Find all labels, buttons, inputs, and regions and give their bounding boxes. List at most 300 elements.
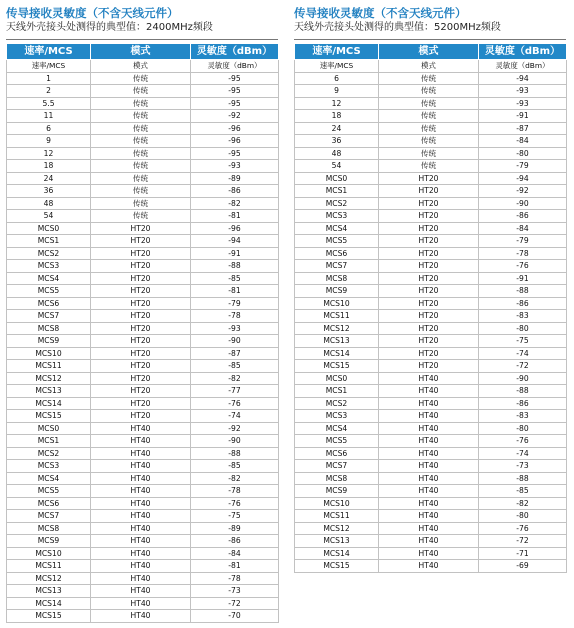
cell-rate: MCS0 — [7, 422, 91, 435]
cell-mode: 传统 — [379, 147, 479, 160]
table-row — [295, 535, 567, 548]
table-row — [295, 72, 567, 85]
table-row — [295, 410, 567, 423]
cell-sensitivity: -74 — [479, 447, 567, 460]
cell-sensitivity: -84 — [191, 547, 279, 560]
cell-rate: 36 — [7, 185, 91, 198]
cell-mode: HT40 — [379, 485, 479, 498]
cell-rate: 54 — [7, 210, 91, 223]
table-row — [295, 472, 567, 485]
cell-rate: MCS11 — [295, 310, 379, 323]
cell-rate: MCS0 — [295, 372, 379, 385]
cell-sensitivity: -81 — [191, 285, 279, 298]
cell-sensitivity: -96 — [191, 135, 279, 148]
cell-mode: 传统 — [379, 97, 479, 110]
subheader-row — [7, 60, 279, 73]
cell-sensitivity: -88 — [479, 472, 567, 485]
cell-sensitivity: -88 — [191, 260, 279, 273]
cell-mode: 传统 — [91, 135, 191, 148]
cell-mode: HT20 — [91, 310, 191, 323]
cell-sensitivity: -89 — [191, 172, 279, 185]
cell-sensitivity: -76 — [479, 435, 567, 448]
cell-mode: 传统 — [91, 160, 191, 173]
cell-sensitivity: -81 — [191, 210, 279, 223]
cell-mode: HT40 — [379, 497, 479, 510]
cell-mode: HT20 — [91, 347, 191, 360]
cell-sensitivity: -70 — [191, 610, 279, 623]
cell-mode: HT20 — [379, 297, 479, 310]
cell-mode: HT40 — [91, 485, 191, 498]
cell-sensitivity: -75 — [191, 510, 279, 523]
cell-mode: HT20 — [91, 272, 191, 285]
table-row — [7, 110, 279, 123]
table-row — [7, 160, 279, 173]
cell-mode: 传统 — [91, 122, 191, 135]
cell-mode: HT20 — [379, 235, 479, 248]
cell-sensitivity: -73 — [479, 460, 567, 473]
cell-mode: 传统 — [91, 197, 191, 210]
cell-rate: MCS4 — [7, 472, 91, 485]
cell-rate: MCS8 — [295, 272, 379, 285]
cell-sensitivity: -75 — [479, 335, 567, 348]
table-row — [295, 247, 567, 260]
table-row — [7, 260, 279, 273]
cell-rate: MCS3 — [7, 260, 91, 273]
cell-mode: HT40 — [379, 472, 479, 485]
cell-mode: HT20 — [91, 222, 191, 235]
table-row — [295, 222, 567, 235]
sensitivity-table-5200 — [294, 43, 567, 573]
cell-rate: MCS8 — [7, 522, 91, 535]
cell-sensitivity: -90 — [479, 197, 567, 210]
cell-sensitivity: -80 — [479, 322, 567, 335]
table-row — [295, 547, 567, 560]
cell-rate: MCS15 — [7, 610, 91, 623]
cell-rate: MCS13 — [295, 535, 379, 548]
table-row — [7, 560, 279, 573]
cell-sensitivity: -82 — [479, 497, 567, 510]
cell-sensitivity: -93 — [479, 85, 567, 98]
cell-sensitivity: -94 — [479, 172, 567, 185]
cell-mode: HT40 — [91, 510, 191, 523]
cell-rate: MCS11 — [7, 560, 91, 573]
cell-rate: MCS12 — [7, 372, 91, 385]
cell-rate: MCS12 — [295, 522, 379, 535]
table-row — [7, 572, 279, 585]
cell-sensitivity: -71 — [479, 547, 567, 560]
table-row — [7, 122, 279, 135]
cell-rate: MCS8 — [7, 322, 91, 335]
cell-mode: HT20 — [379, 335, 479, 348]
cell-rate: 11 — [7, 110, 91, 123]
cell-mode: HT40 — [379, 535, 479, 548]
table-row — [295, 160, 567, 173]
cell-sensitivity: -86 — [479, 210, 567, 223]
table-row — [295, 422, 567, 435]
subheader-sensitivity: 灵敏度（dBm） — [479, 60, 567, 73]
cell-sensitivity: -80 — [479, 422, 567, 435]
table-row — [7, 172, 279, 185]
cell-rate: 18 — [295, 110, 379, 123]
subheader-mode: 模式 — [379, 60, 479, 73]
table-row — [7, 447, 279, 460]
cell-mode: HT20 — [91, 410, 191, 423]
table-row — [7, 497, 279, 510]
cell-mode: HT20 — [91, 260, 191, 273]
table-row — [7, 97, 279, 110]
cell-sensitivity: -92 — [191, 110, 279, 123]
cell-rate: MCS9 — [7, 535, 91, 548]
cell-sensitivity: -76 — [479, 260, 567, 273]
table-row — [295, 335, 567, 348]
table-row — [295, 122, 567, 135]
table-row — [295, 510, 567, 523]
cell-sensitivity: -87 — [191, 347, 279, 360]
cell-mode: HT40 — [91, 597, 191, 610]
cell-mode: HT40 — [379, 435, 479, 448]
cell-mode: 传统 — [379, 160, 479, 173]
cell-sensitivity: -77 — [191, 385, 279, 398]
cell-mode: HT20 — [91, 372, 191, 385]
panel-subtitle: 天线外壳接头处测得的典型值：2400MHz频段 — [6, 22, 213, 33]
cell-rate: 18 — [7, 160, 91, 173]
table-row — [7, 85, 279, 98]
cell-sensitivity: -82 — [191, 197, 279, 210]
cell-rate: MCS5 — [295, 435, 379, 448]
panel-subtitle: 天线外壳接头处测得的典型值：5200MHz频段 — [294, 22, 501, 33]
table-row — [295, 297, 567, 310]
cell-sensitivity: -80 — [479, 510, 567, 523]
header-mode: 模式 — [91, 44, 191, 60]
cell-mode: HT20 — [91, 397, 191, 410]
cell-rate: MCS1 — [295, 185, 379, 198]
cell-rate: MCS10 — [295, 497, 379, 510]
cell-mode: HT20 — [379, 310, 479, 323]
cell-mode: 传统 — [91, 147, 191, 160]
cell-rate: 6 — [7, 122, 91, 135]
cell-mode: HT20 — [91, 360, 191, 373]
cell-sensitivity: -78 — [191, 485, 279, 498]
cell-rate: MCS10 — [7, 347, 91, 360]
table-row — [295, 497, 567, 510]
cell-rate: MCS14 — [295, 547, 379, 560]
cell-sensitivity: -85 — [191, 272, 279, 285]
cell-mode: HT20 — [379, 210, 479, 223]
cell-sensitivity: -72 — [479, 360, 567, 373]
header-rate: 速率/MCS — [7, 44, 91, 60]
cell-rate: MCS13 — [295, 335, 379, 348]
cell-sensitivity: -83 — [479, 310, 567, 323]
table-row — [7, 597, 279, 610]
cell-sensitivity: -76 — [191, 397, 279, 410]
cell-mode: HT40 — [379, 460, 479, 473]
subheader-rate: 速率/MCS — [295, 60, 379, 73]
cell-mode: HT40 — [91, 535, 191, 548]
cell-sensitivity: -94 — [191, 235, 279, 248]
table-row — [7, 222, 279, 235]
cell-mode: HT20 — [91, 247, 191, 260]
cell-mode: HT40 — [379, 397, 479, 410]
cell-sensitivity: -92 — [479, 185, 567, 198]
cell-sensitivity: -79 — [479, 235, 567, 248]
cell-sensitivity: -95 — [191, 97, 279, 110]
cell-mode: HT20 — [91, 297, 191, 310]
table-row — [7, 485, 279, 498]
table-row — [295, 447, 567, 460]
cell-sensitivity: -76 — [191, 497, 279, 510]
cell-sensitivity: -79 — [191, 297, 279, 310]
table-row — [295, 97, 567, 110]
cell-sensitivity: -88 — [479, 385, 567, 398]
cell-rate: MCS0 — [7, 222, 91, 235]
table-row — [7, 310, 279, 323]
table-row — [7, 422, 279, 435]
table-row — [295, 360, 567, 373]
table-row — [295, 85, 567, 98]
cell-mode: HT20 — [379, 347, 479, 360]
cell-sensitivity: -96 — [191, 122, 279, 135]
cell-sensitivity: -86 — [191, 535, 279, 548]
cell-rate: MCS7 — [7, 510, 91, 523]
table-row — [295, 235, 567, 248]
table-row — [7, 610, 279, 623]
panel-title: 传导接收灵敏度（不含天线元件） — [294, 6, 467, 20]
cell-sensitivity: -91 — [191, 247, 279, 260]
cell-sensitivity: -95 — [191, 147, 279, 160]
divider — [6, 39, 278, 40]
table-row — [295, 322, 567, 335]
cell-sensitivity: -74 — [191, 410, 279, 423]
cell-rate: MCS4 — [295, 422, 379, 435]
table-row — [295, 110, 567, 123]
cell-sensitivity: -83 — [479, 410, 567, 423]
cell-rate: MCS14 — [7, 397, 91, 410]
cell-mode: HT20 — [91, 335, 191, 348]
cell-rate: MCS6 — [295, 447, 379, 460]
cell-sensitivity: -82 — [191, 472, 279, 485]
cell-mode: 传统 — [91, 210, 191, 223]
cell-sensitivity: -92 — [191, 422, 279, 435]
cell-rate: MCS15 — [7, 410, 91, 423]
cell-sensitivity: -72 — [479, 535, 567, 548]
cell-mode: HT20 — [91, 322, 191, 335]
table-row — [295, 185, 567, 198]
cell-rate: MCS14 — [295, 347, 379, 360]
header-sensitivity: 灵敏度（dBm） — [479, 44, 567, 60]
cell-rate: MCS2 — [7, 447, 91, 460]
cell-mode: HT40 — [379, 372, 479, 385]
cell-sensitivity: -69 — [479, 560, 567, 573]
cell-sensitivity: -88 — [479, 285, 567, 298]
table-row — [295, 285, 567, 298]
cell-rate: MCS7 — [7, 310, 91, 323]
table-row — [7, 285, 279, 298]
table-row — [295, 310, 567, 323]
cell-rate: MCS1 — [7, 435, 91, 448]
cell-mode: HT40 — [91, 610, 191, 623]
cell-rate: MCS5 — [7, 285, 91, 298]
divider — [294, 39, 566, 40]
table-row — [7, 535, 279, 548]
table-row — [295, 210, 567, 223]
cell-mode: HT40 — [91, 472, 191, 485]
cell-mode: HT40 — [91, 560, 191, 573]
cell-rate: MCS3 — [7, 460, 91, 473]
cell-mode: HT20 — [379, 260, 479, 273]
cell-mode: HT40 — [91, 460, 191, 473]
cell-rate: MCS7 — [295, 260, 379, 273]
cell-mode: 传统 — [379, 72, 479, 85]
subheader-row — [295, 60, 567, 73]
cell-rate: MCS2 — [295, 397, 379, 410]
table-row — [7, 197, 279, 210]
table-row — [295, 522, 567, 535]
cell-sensitivity: -93 — [191, 160, 279, 173]
cell-sensitivity: -86 — [479, 297, 567, 310]
cell-mode: HT20 — [379, 322, 479, 335]
cell-rate: 9 — [7, 135, 91, 148]
cell-sensitivity: -78 — [479, 247, 567, 260]
table-row — [7, 360, 279, 373]
table-row — [295, 260, 567, 273]
table-row — [7, 72, 279, 85]
sensitivity-panel-2400 — [6, 6, 278, 623]
table-row — [295, 147, 567, 160]
sensitivity-panel-5200 — [294, 6, 566, 573]
cell-sensitivity: -95 — [191, 85, 279, 98]
cell-mode: 传统 — [379, 85, 479, 98]
table-row — [7, 247, 279, 260]
table-row — [7, 335, 279, 348]
cell-mode: 传统 — [91, 110, 191, 123]
table-row — [7, 522, 279, 535]
cell-rate: MCS14 — [7, 597, 91, 610]
table-row — [7, 460, 279, 473]
table-row — [7, 547, 279, 560]
cell-rate: MCS1 — [295, 385, 379, 398]
cell-mode: 传统 — [379, 110, 479, 123]
cell-rate: MCS6 — [295, 247, 379, 260]
cell-sensitivity: -73 — [191, 585, 279, 598]
cell-sensitivity: -90 — [479, 372, 567, 385]
cell-rate: MCS4 — [7, 272, 91, 285]
cell-rate: MCS2 — [295, 197, 379, 210]
table-row — [295, 485, 567, 498]
cell-rate: 5.5 — [7, 97, 91, 110]
cell-mode: HT20 — [379, 197, 479, 210]
header-row — [7, 44, 279, 60]
cell-mode: HT20 — [379, 247, 479, 260]
cell-rate: 2 — [7, 85, 91, 98]
cell-rate: MCS12 — [295, 322, 379, 335]
cell-rate: 12 — [7, 147, 91, 160]
cell-sensitivity: -74 — [479, 347, 567, 360]
table-row — [7, 510, 279, 523]
cell-rate: MCS3 — [295, 410, 379, 423]
cell-mode: 传统 — [91, 72, 191, 85]
cell-sensitivity: -94 — [479, 72, 567, 85]
header-rate: 速率/MCS — [295, 44, 379, 60]
cell-mode: HT40 — [379, 510, 479, 523]
cell-mode: HT40 — [91, 522, 191, 535]
table-row — [7, 372, 279, 385]
cell-mode: HT20 — [379, 172, 479, 185]
table-row — [295, 197, 567, 210]
cell-mode: HT40 — [91, 497, 191, 510]
cell-mode: HT20 — [379, 272, 479, 285]
cell-rate: MCS4 — [295, 222, 379, 235]
cell-rate: MCS9 — [295, 485, 379, 498]
cell-sensitivity: -78 — [191, 310, 279, 323]
cell-rate: 12 — [295, 97, 379, 110]
cell-mode: HT40 — [379, 547, 479, 560]
table-row — [7, 397, 279, 410]
table-row — [7, 297, 279, 310]
table-row — [295, 397, 567, 410]
cell-sensitivity: -96 — [191, 222, 279, 235]
cell-sensitivity: -90 — [191, 335, 279, 348]
cell-mode: HT20 — [91, 285, 191, 298]
cell-sensitivity: -89 — [191, 522, 279, 535]
cell-rate: MCS9 — [7, 335, 91, 348]
cell-mode: 传统 — [91, 85, 191, 98]
header-row — [295, 44, 567, 60]
cell-sensitivity: -93 — [191, 322, 279, 335]
cell-rate: MCS11 — [295, 510, 379, 523]
cell-mode: HT20 — [379, 360, 479, 373]
cell-rate: MCS6 — [7, 497, 91, 510]
cell-mode: 传统 — [379, 122, 479, 135]
cell-sensitivity: -87 — [479, 122, 567, 135]
table-row — [7, 235, 279, 248]
cell-mode: HT40 — [91, 422, 191, 435]
cell-sensitivity: -78 — [191, 572, 279, 585]
cell-mode: HT20 — [379, 222, 479, 235]
cell-mode: HT40 — [91, 572, 191, 585]
table-row — [7, 147, 279, 160]
cell-rate: MCS3 — [295, 210, 379, 223]
cell-mode: HT20 — [91, 385, 191, 398]
cell-mode: 传统 — [379, 135, 479, 148]
cell-rate: 6 — [295, 72, 379, 85]
cell-mode: HT40 — [379, 560, 479, 573]
table-row — [7, 472, 279, 485]
cell-mode: 传统 — [91, 172, 191, 185]
cell-rate: 48 — [295, 147, 379, 160]
cell-rate: 54 — [295, 160, 379, 173]
table-row — [7, 185, 279, 198]
table-row — [7, 322, 279, 335]
table-row — [7, 135, 279, 148]
table-row — [295, 372, 567, 385]
cell-sensitivity: -80 — [479, 147, 567, 160]
cell-mode: HT40 — [91, 447, 191, 460]
cell-rate: MCS12 — [7, 572, 91, 585]
cell-mode: 传统 — [91, 185, 191, 198]
cell-rate: MCS10 — [7, 547, 91, 560]
cell-sensitivity: -85 — [191, 360, 279, 373]
cell-rate: MCS2 — [7, 247, 91, 260]
table-row — [7, 585, 279, 598]
cell-mode: HT40 — [91, 435, 191, 448]
cell-rate: MCS11 — [7, 360, 91, 373]
cell-sensitivity: -76 — [479, 522, 567, 535]
cell-rate: MCS0 — [295, 172, 379, 185]
cell-sensitivity: -84 — [479, 135, 567, 148]
cell-sensitivity: -93 — [479, 97, 567, 110]
cell-sensitivity: -91 — [479, 110, 567, 123]
cell-sensitivity: -81 — [191, 560, 279, 573]
